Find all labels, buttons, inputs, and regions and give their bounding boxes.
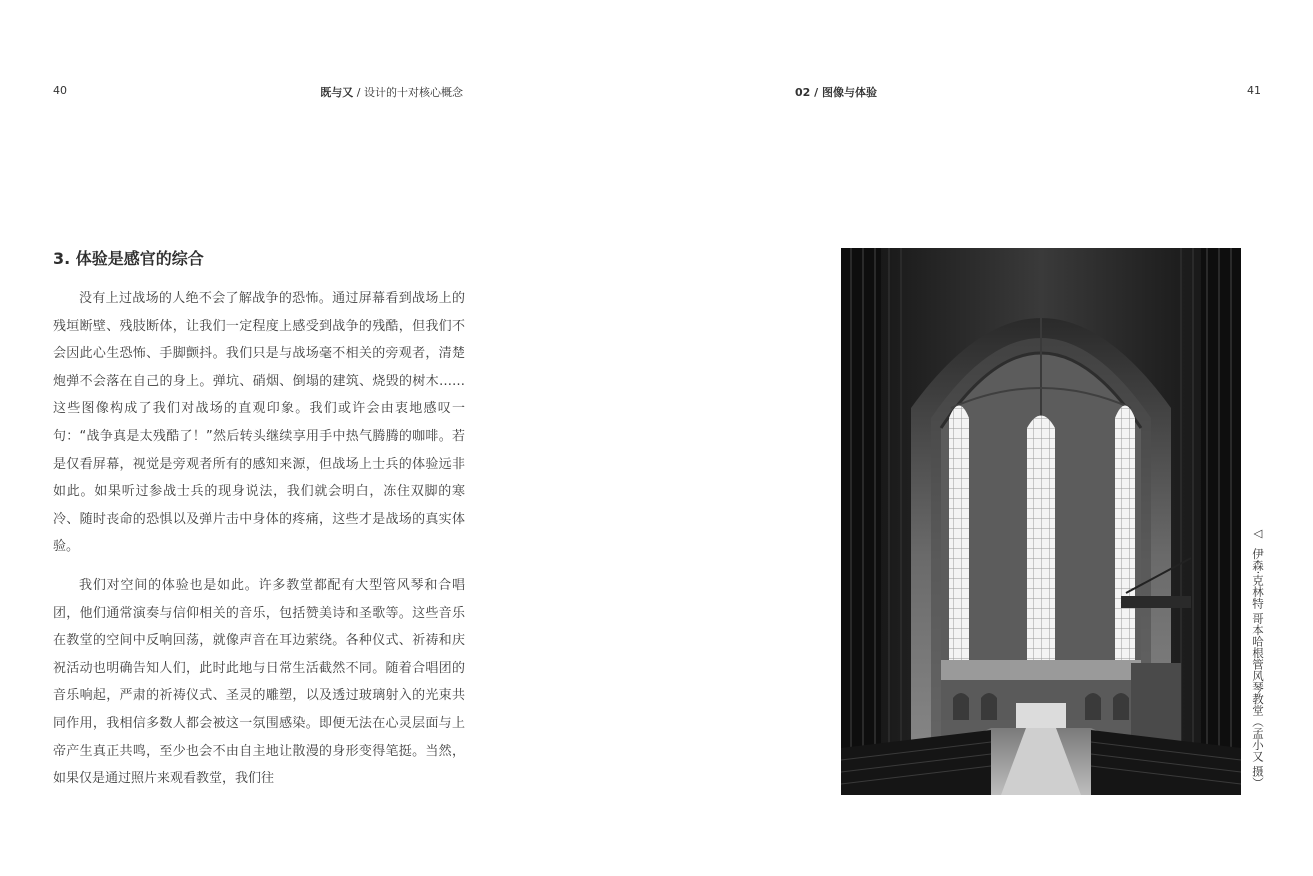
church-interior-photo (841, 248, 1241, 795)
section-title: 3. 体验是感官的综合 (53, 249, 204, 268)
running-header-left (320, 84, 463, 100)
photo-caption (1250, 526, 1264, 789)
book-title: 既与又 (320, 86, 354, 99)
running-header-right: 02 / 图像与体验 (795, 86, 877, 99)
body-text (53, 285, 465, 804)
book-subtitle: 设计的十对核心概念 (364, 86, 463, 99)
church-interior-illustration (841, 248, 1241, 795)
photo-caption-text: 伊森·克林特 哥本哈根管风琴教堂（孟小又 摄） (1251, 547, 1265, 789)
paragraph-2: 我们对空间的体验也是如此。许多教堂都配有大型管风琴和合唱团，他们通常演奏与信仰相关的音乐，包括赞美诗和圣歌等。这些音乐在教堂的空间中反响回荡，就像声音在耳边萦绕。各种仪式、祈祷和庆祝活动也明确告知人们，此时此地与日常生活截然不同。随着合唱团的音乐响起，严肃的祈祷仪式、圣灵的雕塑，以及透过玻璃射入的光束共同作用，我相信多数人都会被这一氛围感染。即便无法在心灵层面与上帝产生真正共鸣，至少也会不由自主地让散漫的身形变得笔挺。当然，如果仅是通过照片来观看教堂，我们往 (53, 577, 465, 787)
page-number-left: 40 (53, 84, 67, 97)
caption-arrow-icon: ◁ (1251, 526, 1265, 540)
page-number-right: 41 (1247, 84, 1261, 97)
header-separator: / (356, 86, 361, 99)
paragraph-1: 没有上过战场的人绝不会了解战争的恐怖。通过屏幕看到战场上的残垣断壁、残肢断体，让我们一定程度上感受到战争的残酷，但我们不会因此心生恐怖、手脚颤抖。我们只是与战场毫不相关的旁观者，清楚炮弹不会落在自己的身上。弹坑、硝烟、倒塌的建筑、烧毁的树木……这些图像构成了我们对战场的直观印象。我们或许会由衷地感叹一句：“战争真是太残酷了！”然后转头继续享用手中热气腾腾的咖啡。若是仅看屏幕，视觉是旁观者所有的感知来源，但战场上士兵的体验远非如此。如果听过参战士兵的现身说法，我们就会明白，冻住双脚的寒冷、随时丧命的恐惧以及弹片击中身体的疼痛，这些才是战场的真实体验。 (53, 291, 465, 555)
